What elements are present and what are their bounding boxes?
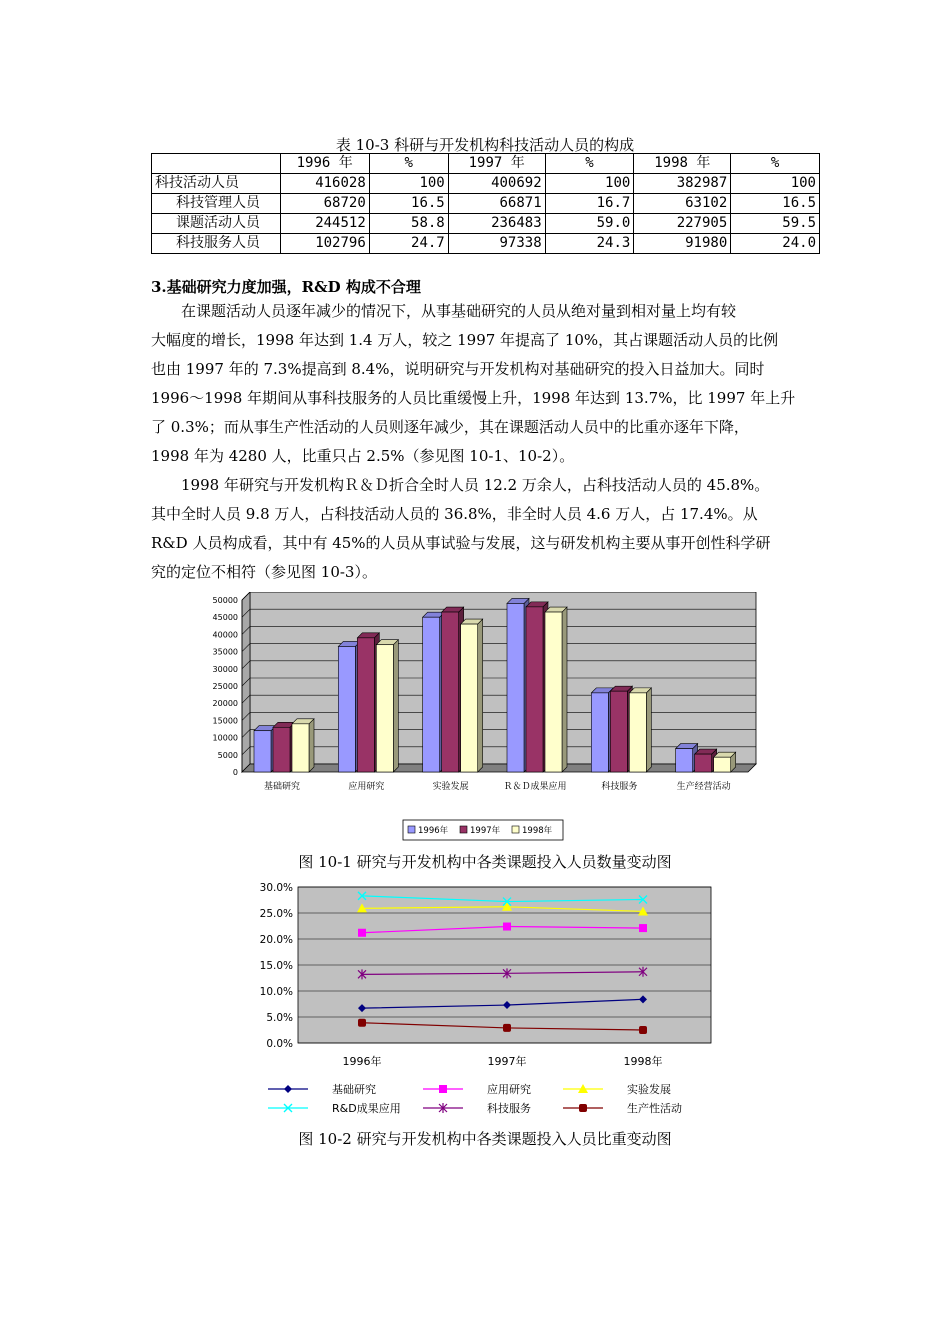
legend-swatch — [460, 826, 467, 833]
table-cell: 66871 — [448, 194, 545, 214]
bar — [526, 607, 543, 772]
y-tick-label: 10000 — [212, 733, 238, 743]
y-tick-label: 45000 — [212, 613, 238, 623]
marker — [639, 1026, 647, 1034]
table-header-cell: 1997 年 — [448, 154, 545, 174]
y-tick-label: 0 — [232, 768, 238, 777]
table-cell: 16.7 — [545, 194, 634, 214]
table-cell: 59.5 — [731, 214, 820, 234]
chart-legend — [403, 820, 563, 840]
bar — [442, 612, 459, 772]
table-cell: 91980 — [634, 234, 731, 254]
y-tick-label: 30.0% — [259, 882, 293, 894]
table-header-cell: 1996 年 — [280, 154, 369, 174]
table-cell: 24.3 — [545, 234, 634, 254]
bar-side — [646, 688, 651, 772]
table-cell: 97338 — [448, 234, 545, 254]
table-cell: 400692 — [448, 174, 545, 194]
y-tick-label: 50000 — [212, 596, 238, 605]
table-cell: 227905 — [634, 214, 731, 234]
bar — [714, 757, 731, 772]
legend-swatch — [512, 826, 519, 833]
table-cell: 100 — [369, 174, 448, 194]
paragraph-line: 也由 1997 年的 7.3%提高到 8.4%，说明研究与开发机构对基础研究的投入日益加大。同时 — [151, 360, 765, 378]
table-row — [152, 214, 820, 234]
table-cell: 16.5 — [731, 194, 820, 214]
legend-label: 1996年 — [418, 826, 449, 836]
legend-label: 生产性活动 — [627, 1102, 682, 1115]
bar — [292, 724, 309, 772]
legend-label: 实验发展 — [627, 1083, 671, 1096]
y-tick-label: 35000 — [212, 647, 238, 657]
legend-label: 1998年 — [522, 826, 553, 836]
marker — [358, 1019, 366, 1027]
bar-side — [309, 719, 314, 772]
paragraph — [151, 297, 831, 471]
paragraph-line: 究的定位不相符（参见图 10-3）。 — [151, 563, 377, 581]
figure1-caption: 图 10-1 研究与开发机构中各类课题投入人员数量变动图 — [298, 853, 672, 871]
y-tick-label: 15.0% — [259, 960, 293, 972]
bar-side — [478, 619, 483, 772]
table-header-cell: % — [545, 154, 634, 174]
marker — [579, 1104, 587, 1112]
bar — [676, 749, 693, 772]
paragraph-line: 1998 年为 4280 人，比重只占 2.5%（参见图 10-1、10-2）。 — [151, 447, 575, 465]
table-cell: 24.0 — [731, 234, 820, 254]
personnel-table — [151, 153, 820, 254]
y-tick-label: 0.0% — [266, 1038, 293, 1050]
table-cell: 102796 — [280, 234, 369, 254]
x-tick-label: 基础研究 — [263, 782, 301, 792]
x-tick-label: 1996年 — [342, 1055, 382, 1068]
y-tick-label: 20.0% — [259, 934, 293, 946]
table-cell: 382987 — [634, 174, 731, 194]
paragraph-line: 在课题活动人员逐年减少的情况下，从事基础研究的人员从绝对量到相对量上均有较 — [181, 302, 737, 320]
figure2-caption: 图 10-2 研究与开发机构中各类课题投入人员比重变动图 — [298, 1130, 672, 1148]
paragraph — [151, 471, 831, 587]
marker — [639, 924, 647, 932]
row-label: 课题活动人员 — [152, 214, 281, 234]
bar-side — [393, 640, 398, 772]
table-header-cell: 1998 年 — [634, 154, 731, 174]
paragraph-line: 其中全时人员 9.8 万人，占科技活动人员的 36.8%，非全时人员 4.6 万人，占 17.4%。从 — [151, 505, 758, 523]
marker — [503, 1024, 511, 1032]
x-tick-label: 1998年 — [623, 1055, 663, 1068]
x-tick-label: 应用研究 — [348, 782, 385, 792]
paragraph-line: 1998 年研究与开发机构Ｒ＆Ｄ折合全时人员 12.2 万余人，占科技活动人员的 45.8%。 — [181, 476, 770, 494]
bar — [273, 727, 290, 772]
table-row — [152, 194, 820, 214]
table-header-cell: % — [369, 154, 448, 174]
section-heading: 3.基础研究力度加强，R&D 构成不合理 — [151, 278, 421, 296]
y-tick-label: 25000 — [212, 682, 238, 691]
x-tick-label: 生产经营活动 — [676, 782, 731, 792]
line-chart-figure — [248, 876, 718, 1121]
table-cell: 58.8 — [369, 214, 448, 234]
legend-label: 科技服务 — [487, 1102, 531, 1115]
marker — [439, 1085, 447, 1093]
legend-label: R&D成果应用 — [332, 1102, 401, 1115]
table-cell: 24.7 — [369, 234, 448, 254]
row-label: 科技服务人员 — [152, 234, 281, 254]
bar — [591, 693, 608, 772]
paragraph-line: 大幅度的增长，1998 年达到 1.4 万人，较之 1997 年提高了 10%，其占课题活动人员的比例 — [151, 331, 779, 349]
bar-side — [562, 607, 567, 772]
row-label: 科技活动人员 — [152, 174, 281, 194]
paragraph-line: 了 0.3%；而从事生产性活动的人员则逐年减少，其在课题活动人员中的比重亦逐年下降， — [151, 418, 749, 436]
table-caption: 表 10-3 科研与开发机构科技活动人员的构成 — [335, 136, 635, 154]
bar — [376, 645, 393, 772]
y-tick-label: 10.0% — [259, 986, 293, 998]
bar — [629, 693, 646, 772]
y-tick-label: 5000 — [217, 750, 238, 760]
table-cell: 100 — [731, 174, 820, 194]
bar — [507, 603, 524, 772]
bar — [695, 754, 712, 772]
table-cell: 416028 — [280, 174, 369, 194]
bar — [610, 691, 627, 772]
marker — [358, 929, 366, 937]
legend-swatch — [408, 826, 415, 833]
table-cell: 68720 — [280, 194, 369, 214]
table-cell: 63102 — [634, 194, 731, 214]
y-tick-label: 25.0% — [259, 908, 293, 920]
legend-label: 1997年 — [470, 826, 501, 836]
table-cell: 100 — [545, 174, 634, 194]
table-cell: 244512 — [280, 214, 369, 234]
bar — [461, 624, 478, 772]
bar — [254, 731, 271, 772]
table-header-cell: % — [731, 154, 820, 174]
table-cell: 236483 — [448, 214, 545, 234]
table-cell: 16.5 — [369, 194, 448, 214]
y-tick-label: 40000 — [212, 630, 238, 640]
legend-label: 基础研究 — [332, 1083, 376, 1096]
y-tick-label: 20000 — [212, 699, 238, 709]
table-header-row — [152, 154, 820, 174]
table-row — [152, 174, 820, 194]
table-header-cell — [152, 154, 281, 174]
bar — [545, 612, 562, 772]
legend-label: 应用研究 — [487, 1083, 531, 1096]
y-tick-label: 5.0% — [266, 1012, 293, 1024]
row-label: 科技管理人员 — [152, 194, 281, 214]
table-row — [152, 234, 820, 254]
bar — [357, 638, 374, 772]
x-tick-label: 实验发展 — [432, 782, 469, 792]
y-tick-label: 15000 — [212, 716, 238, 726]
x-tick-label: 科技服务 — [601, 782, 638, 792]
paragraph-line: 1996～1998 年期间从事科技服务的人员比重缓慢上升，1998 年达到 13.7%，比 1997 年上升 — [151, 389, 796, 407]
bar — [423, 617, 440, 772]
y-tick-label: 30000 — [212, 664, 238, 674]
bar — [338, 646, 355, 772]
x-tick-label: Ｒ＆Ｄ成果应用 — [503, 782, 567, 792]
marker — [503, 923, 511, 931]
table-cell: 59.0 — [545, 214, 634, 234]
x-tick-label: 1997年 — [487, 1055, 527, 1068]
marker — [284, 1085, 292, 1093]
paragraph-line: R&D 人员构成看，其中有 45%的人员从事试验与发展，这与研发机构主要从事开创性科学研 — [151, 534, 771, 552]
chart-legend — [268, 1082, 682, 1115]
bar-chart-figure — [200, 592, 770, 847]
